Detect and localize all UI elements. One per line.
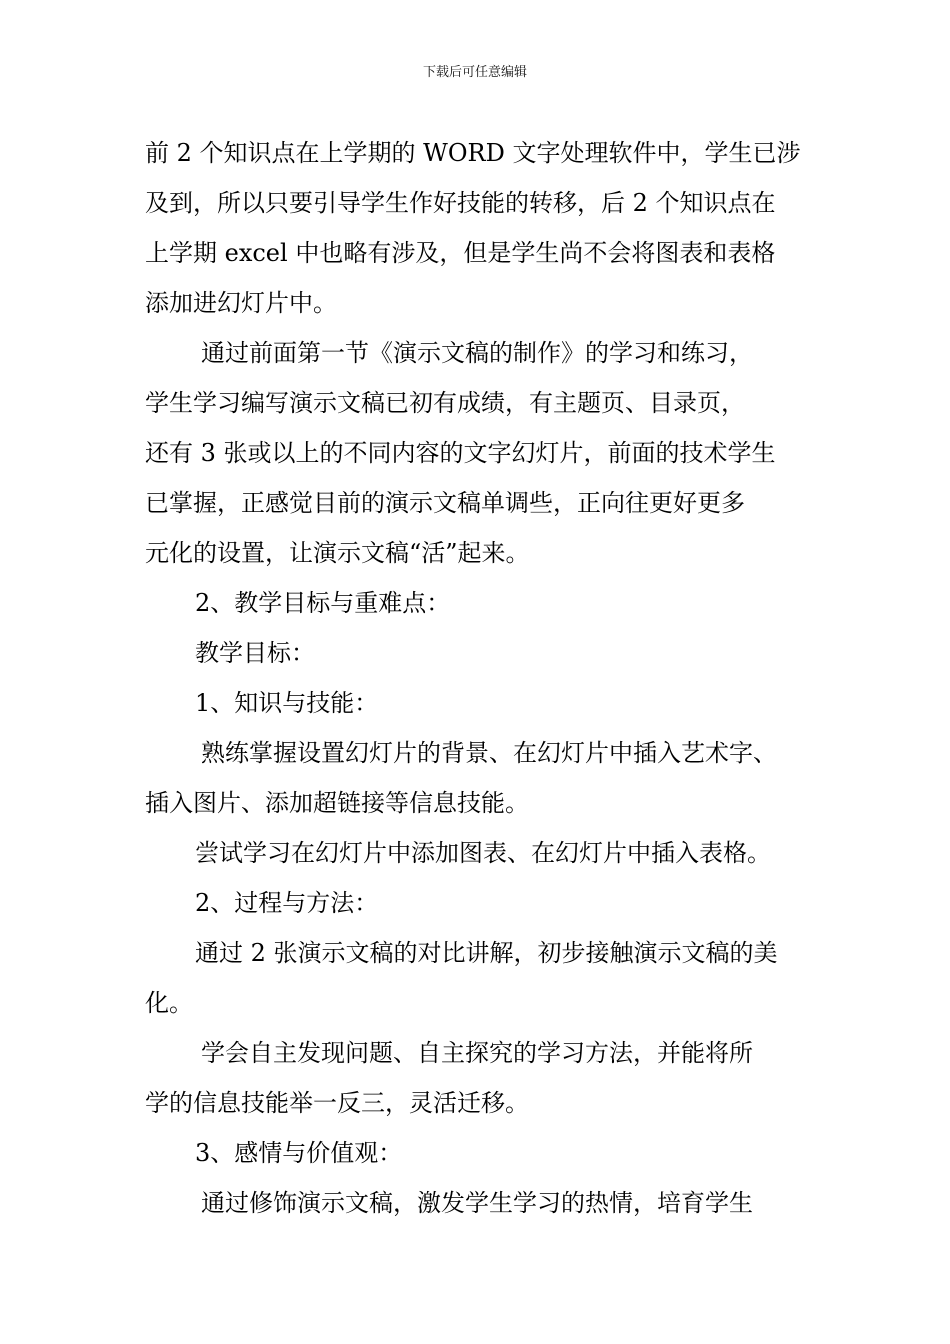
text-line: 上学期 excel 中也略有涉及，但是学生尚不会将图表和表格 xyxy=(145,239,776,267)
section-heading: 2、过程与方法： xyxy=(195,889,379,917)
document-body xyxy=(145,128,835,1228)
text-line: 插入图片、添加超链接等信息技能。 xyxy=(145,789,529,817)
text-line: 已掌握，正感觉目前的演示文稿单调些，正向往更好更多 xyxy=(145,489,745,517)
text-line: 学的信息技能举一反三，灵活迁移。 xyxy=(145,1089,529,1117)
text-line: 通过 2 张演示文稿的对比讲解，初步接触演示文稿的美 xyxy=(195,939,778,967)
page-header: 下载后可任意编辑 xyxy=(422,65,527,80)
text-line: 通过前面第一节《演示文稿的制作》的学习和练习， xyxy=(201,339,753,367)
section-heading: 2、教学目标与重难点： xyxy=(195,589,451,617)
text-line: 学生学习编写演示文稿已初有成绩，有主题页、目录页， xyxy=(145,389,745,417)
text-line: 尝试学习在幻灯片中添加图表、在幻灯片中插入表格。 xyxy=(195,839,771,867)
text-line: 通过修饰演示文稿，激发学生学习的热情，培育学生 xyxy=(201,1189,753,1217)
text-line: 前 2 个知识点在上学期的 WORD 文字处理软件中，学生已涉 xyxy=(145,139,801,167)
section-heading: 3、感情与价值观： xyxy=(195,1139,403,1167)
section-heading: 教学目标： xyxy=(195,639,315,667)
text-line: 元化的设置，让演示文稿“活”起来。 xyxy=(145,539,530,567)
section-heading: 1、知识与技能： xyxy=(195,689,379,717)
text-line: 及到，所以只要引导学生作好技能的转移，后 2 个知识点在 xyxy=(145,189,776,217)
text-line: 学会自主发现问题、自主探究的学习方法，并能将所 xyxy=(201,1039,753,1067)
text-line: 添加进幻灯片中。 xyxy=(145,289,337,317)
text-line: 还有 3 张或以上的不同内容的文字幻灯片，前面的技术学生 xyxy=(145,439,776,467)
text-line: 熟练掌握设置幻灯片的背景、在幻灯片中插入艺术字、 xyxy=(201,739,777,767)
text-line: 化。 xyxy=(145,989,193,1017)
